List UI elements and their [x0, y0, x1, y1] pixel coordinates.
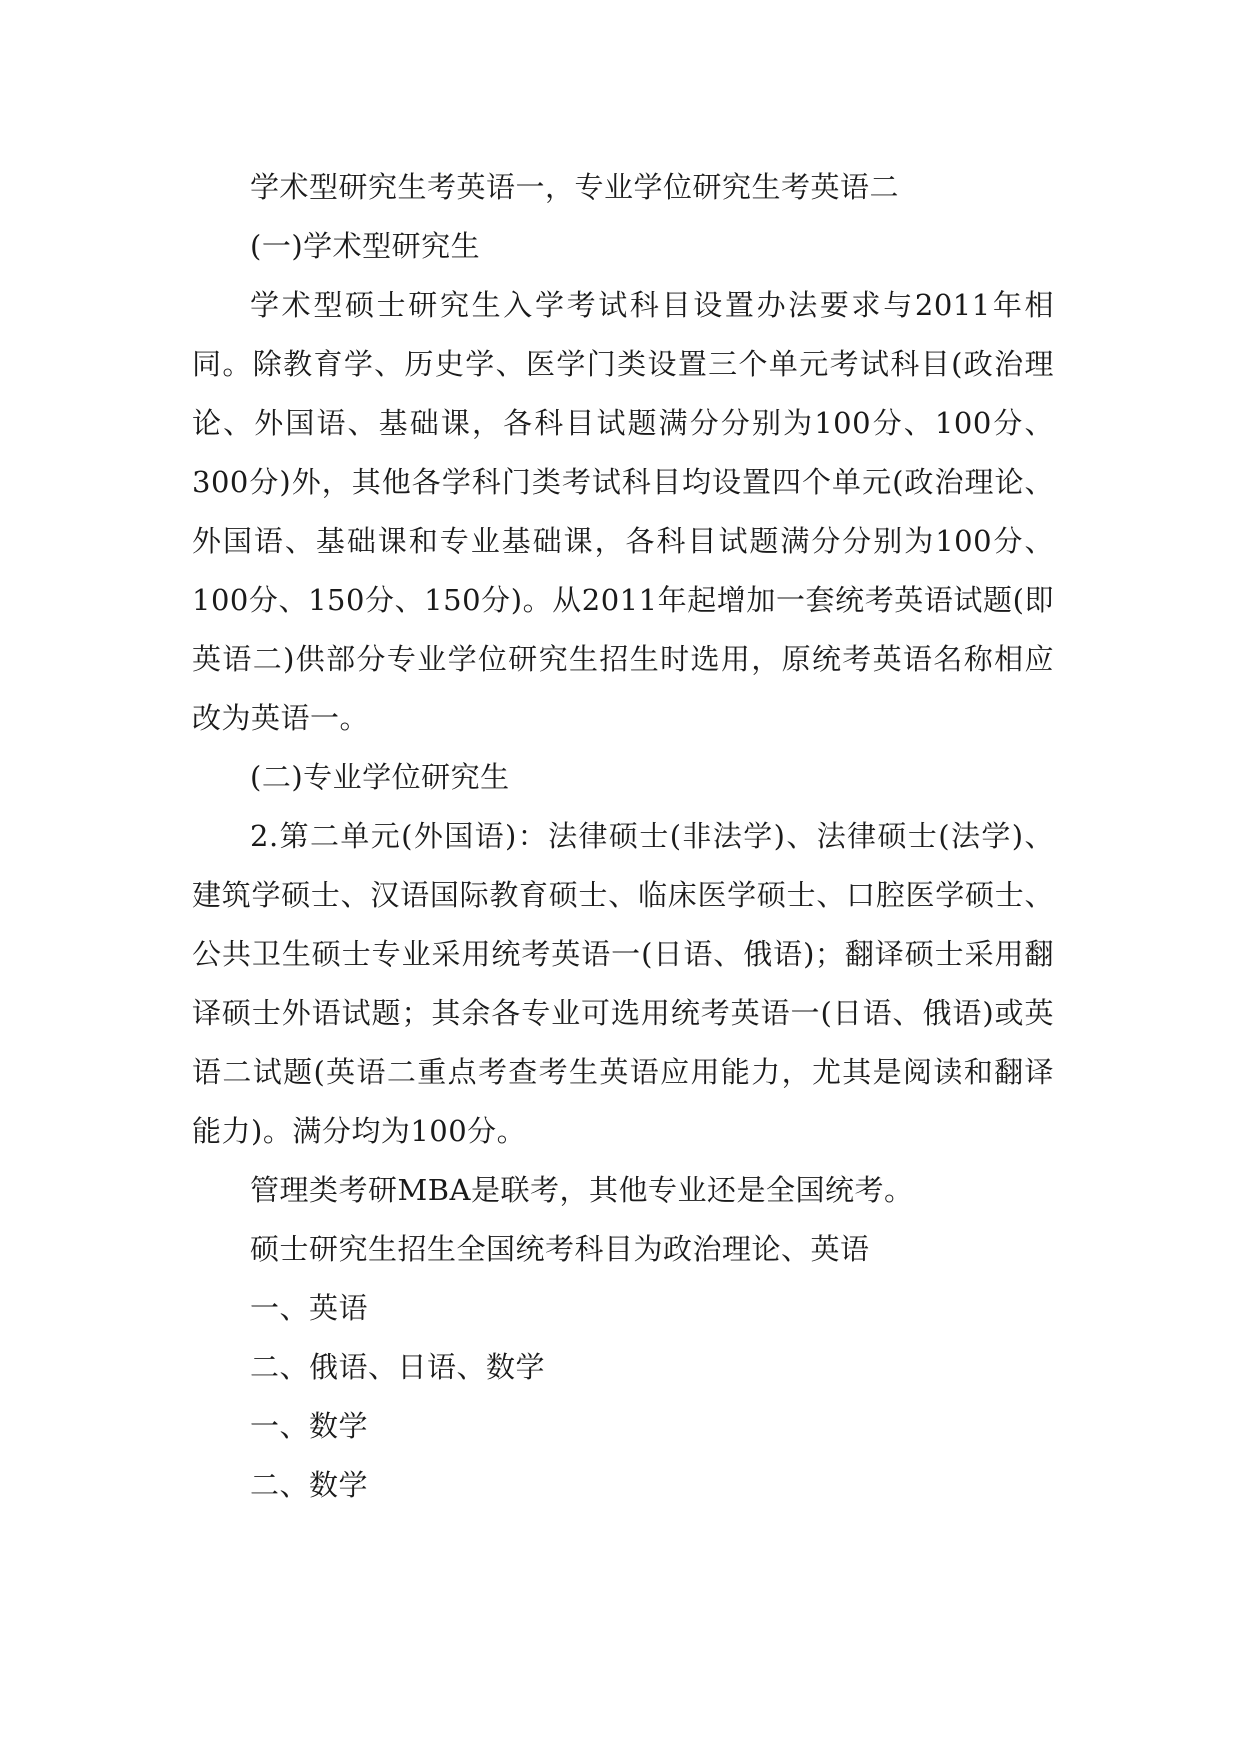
list-item-math-one: 一、数学: [250, 1409, 369, 1443]
list-item-english: 一、英语: [250, 1291, 369, 1325]
paragraph-academic-details: 学术型硕士研究生入学考试科目设置办法要求与2011年相同。除教育学、历史学、医学门类设置三个单元考试科目(政治理论、外国语、基础课，各科目试题满分分别为100分、100分、300分)外，其他各学科门类考试科目均设置四个单元(政治理论、外国语、基础课和专业基础课，各科目试题满分分别为100分、100分、150分、150分)。从2011年起增加一套统考英语试题(即英语二)供部分专业学位研究生招生时选用，原统考英语名称相应改为英语一。: [192, 288, 1054, 735]
list-item-russian-japanese-math: 二、俄语、日语、数学: [250, 1350, 546, 1384]
paragraph-professional-details: 2.第二单元(外国语)：法律硕士(非法学)、法律硕士(法学)、建筑学硕士、汉语国际教育硕士、临床医学硕士、口腔医学硕士、公共卫生硕士专业采用统考英语一(日语、俄语)；翻译硕士采用翻译硕士外语试题；其余各专业可选用统考英语一(日语、俄语)或英语二试题(英语二重点考查考生英语应用能力，尤其是阅读和翻译能力)。满分均为100分。: [192, 819, 1054, 1148]
list-item-math-two: 二、数学: [250, 1468, 369, 1502]
paragraph-heading-english-exam: 学术型研究生考英语一，专业学位研究生考英语二: [250, 170, 900, 204]
paragraph-mba-note: 管理类考研MBA是联考，其他专业还是全国统考。: [250, 1173, 914, 1207]
paragraph-national-exam-subjects: 硕士研究生招生全国统考科目为政治理论、英语: [250, 1232, 870, 1266]
document-body: [192, 158, 1054, 1515]
paragraph-section-academic: (一)学术型研究生: [250, 229, 481, 263]
paragraph-section-professional: (二)专业学位研究生: [250, 760, 510, 794]
